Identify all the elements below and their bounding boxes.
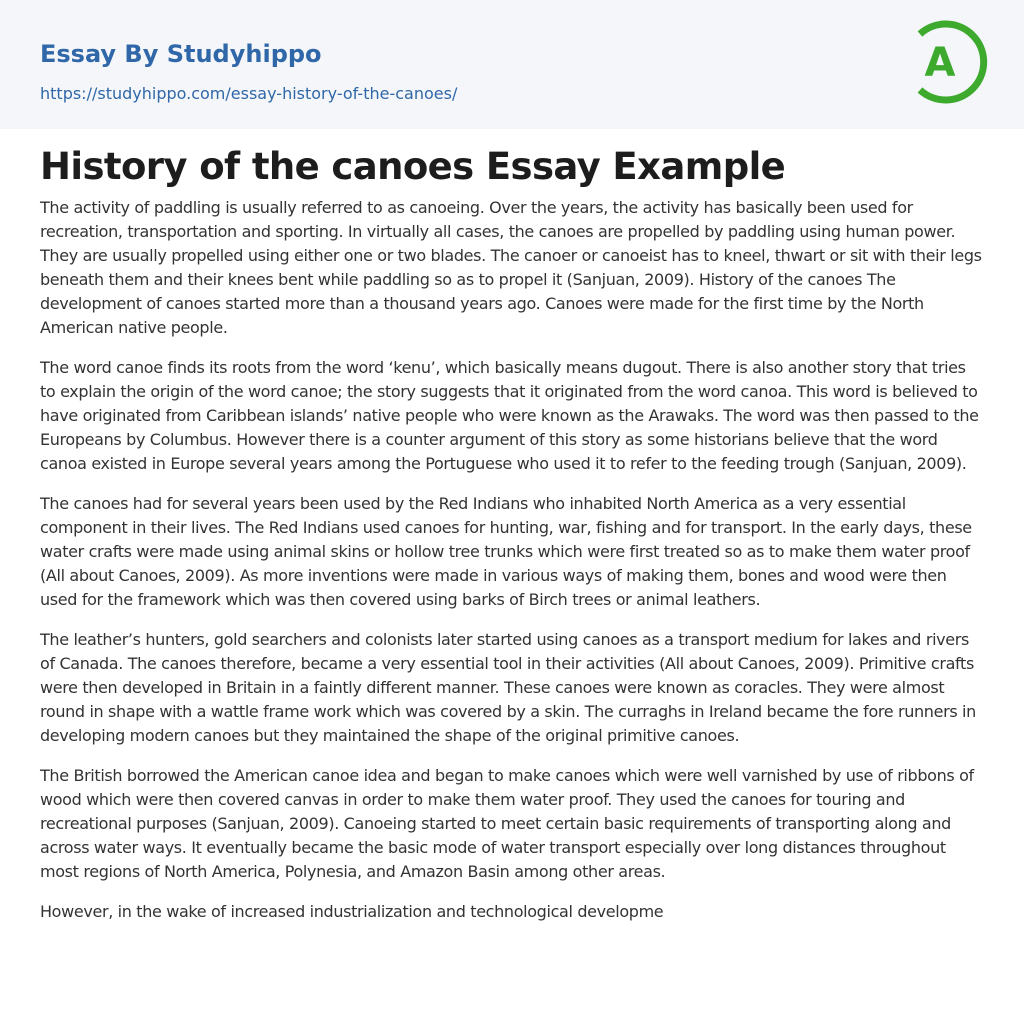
paragraph: The British borrowed the American canoe idea and began to make canoes which were well varnished by use of ribbons of wood which were then covered canvas in order to make them water proof. They used the canoes for touring and recreational purposes (Sanjuan, 2009). Canoeing started to meet certain basic requirements of transporting along and across water ways. It eventually became the basic mode of water transport especially over long distances throughout most regions of North America, Polynesia, and Amazon Basin among other areas. — [40, 766, 974, 881]
paragraph: The leather’s hunters, gold searchers and colonists later started using canoes as a transport medium for lakes and rivers of Canada. The canoes therefore, became a very essential tool in their activities (All about Canoes, 2009). Primitive crafts were then developed in Britain in a faintly different manner. These canoes were known as coracles. They were almost round in shape with a wattle frame work which was covered by a skin. The curraghs in Ireland became the fore runners in developing modern canoes but they maintained the shape of the original primitive canoes. — [40, 630, 976, 745]
paragraph: However, in the wake of increased industrialization and technological developme — [40, 902, 664, 921]
paragraph: The activity of paddling is usually referred to as canoeing. Over the years, the activity has basically been used for recreation, transportation and sporting. In virtually all cases, the canoes are propelled by paddling using human power. They are usually propelled using either one or two blades. The canoer or canoeist has to kneel, thwart or sit with their legs beneath them and their knees bent while paddling so as to propel it (Sanjuan, 2009). History of the canoes The development of canoes started more than a thousand years ago. Canoes were made for the first time by the North American native people. — [40, 198, 982, 337]
article — [0, 129, 1024, 924]
paragraph: The word canoe finds its roots from the word ‘kenu’, which basically means dugout. There is also another story that tries to explain the origin of the word canoe; the story suggests that it originated from the word canoa. This word is believed to have originated from Caribbean islands’ native people who were known as the Arawaks. The word was then passed to the Europeans by Columbus. However there is a counter argument of this story as some historians believe that the word canoa existed in Europe several years among the Portuguese who used it to refer to the feeding trough (Sanjuan, 2009). — [40, 358, 979, 473]
logo-letter: A — [924, 40, 956, 86]
studyhippo-logo-icon[interactable] — [908, 18, 988, 106]
site-brand[interactable]: Essay By Studyhippo — [40, 40, 322, 68]
site-header — [0, 0, 1024, 129]
essay-url-link[interactable]: https://studyhippo.com/essay-history-of-the-canoes/ — [40, 84, 458, 103]
paragraph: The canoes had for several years been used by the Red Indians who inhabited North America as a very essential component in their lives. The Red Indians used canoes for hunting, war, fishing and for transport. In the early days, these water crafts were made using animal skins or hollow tree trunks which were first treated so as to make them water proof (All about Canoes, 2009). As more inventions were made in various ways of making them, bones and wood were then used for the framework which was then covered using barks of Birch trees or animal leathers. — [40, 494, 972, 609]
article-title: History of the canoes Essay Example — [40, 145, 786, 188]
